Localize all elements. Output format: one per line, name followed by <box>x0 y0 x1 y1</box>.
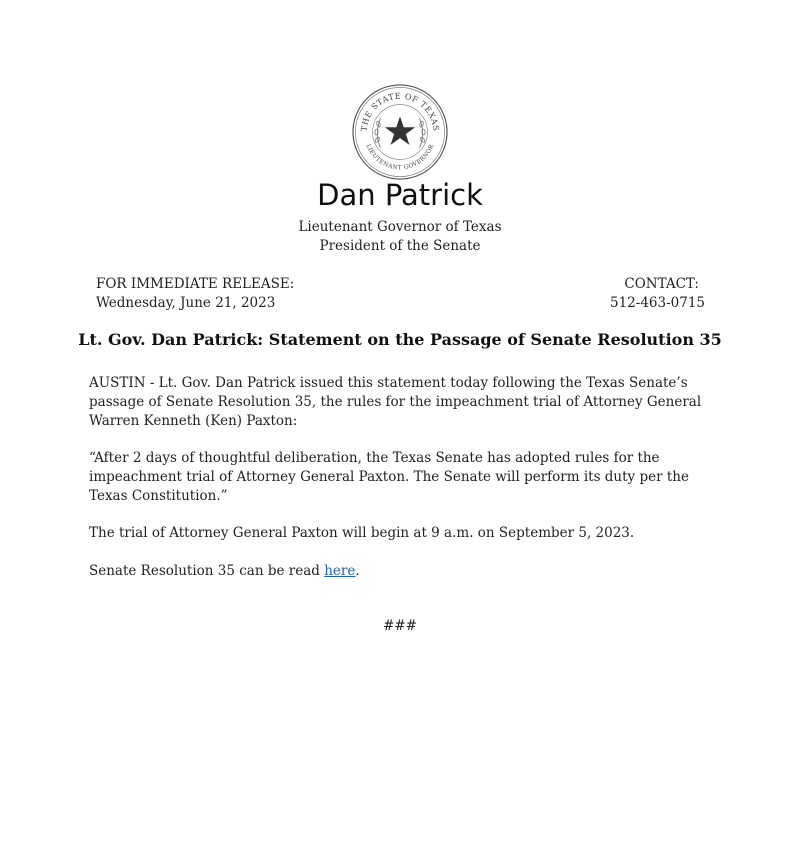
svg-text:LIEUTENANT GOVERNOR <box>365 143 436 171</box>
body-paragraph-trial-date: The trial of Attorney General Paxton will begin at 9 a.m. on September 5, 2023. <box>89 525 635 541</box>
body-paragraph-intro: AUSTIN - Lt. Gov. Dan Patrick issued this statement today following the Texas Senate’s passage of Senate Resolution 35, the rules for the impeachment trial of Attorney General Warren Kenneth (Ken) Paxton: <box>89 375 702 429</box>
seal-top-text: THE STATE OF TEXAS <box>359 91 441 132</box>
release-date: Wednesday, June 21, 2023 <box>96 295 276 311</box>
seal-bottom-text: LIEUTENANT GOVERNOR <box>364 143 436 172</box>
body-paragraph-resolution-link <box>89 562 719 581</box>
end-mark: ### <box>383 618 417 634</box>
resolution-suffix: . <box>355 563 360 579</box>
contact-phone: 512-463-0715 <box>609 295 705 311</box>
star-icon <box>385 116 415 145</box>
official-name: Dan Patrick <box>317 178 483 212</box>
body-paragraph-quote: “After 2 days of thoughtful deliberation, the Texas Senate has adopted rules for the impeachment trial of Attorney General Paxton. The Senate will perform its duty per the Texas Constitution.” <box>89 450 689 504</box>
release-label: FOR IMMEDIATE RELEASE: <box>96 276 295 292</box>
headline: Lt. Gov. Dan Patrick: Statement on the Passage of Senate Resolution 35 <box>78 330 722 349</box>
official-role: President of the Senate <box>319 238 481 254</box>
release-info <box>96 275 294 313</box>
resolution-link[interactable]: here <box>324 563 356 579</box>
texas-lt-governor-seal <box>351 83 449 181</box>
contact-info <box>610 275 705 313</box>
contact-label: CONTACT: <box>624 276 699 292</box>
resolution-text: Senate Resolution 35 can be read <box>89 563 325 579</box>
official-title: Lieutenant Governor of Texas <box>298 219 502 235</box>
